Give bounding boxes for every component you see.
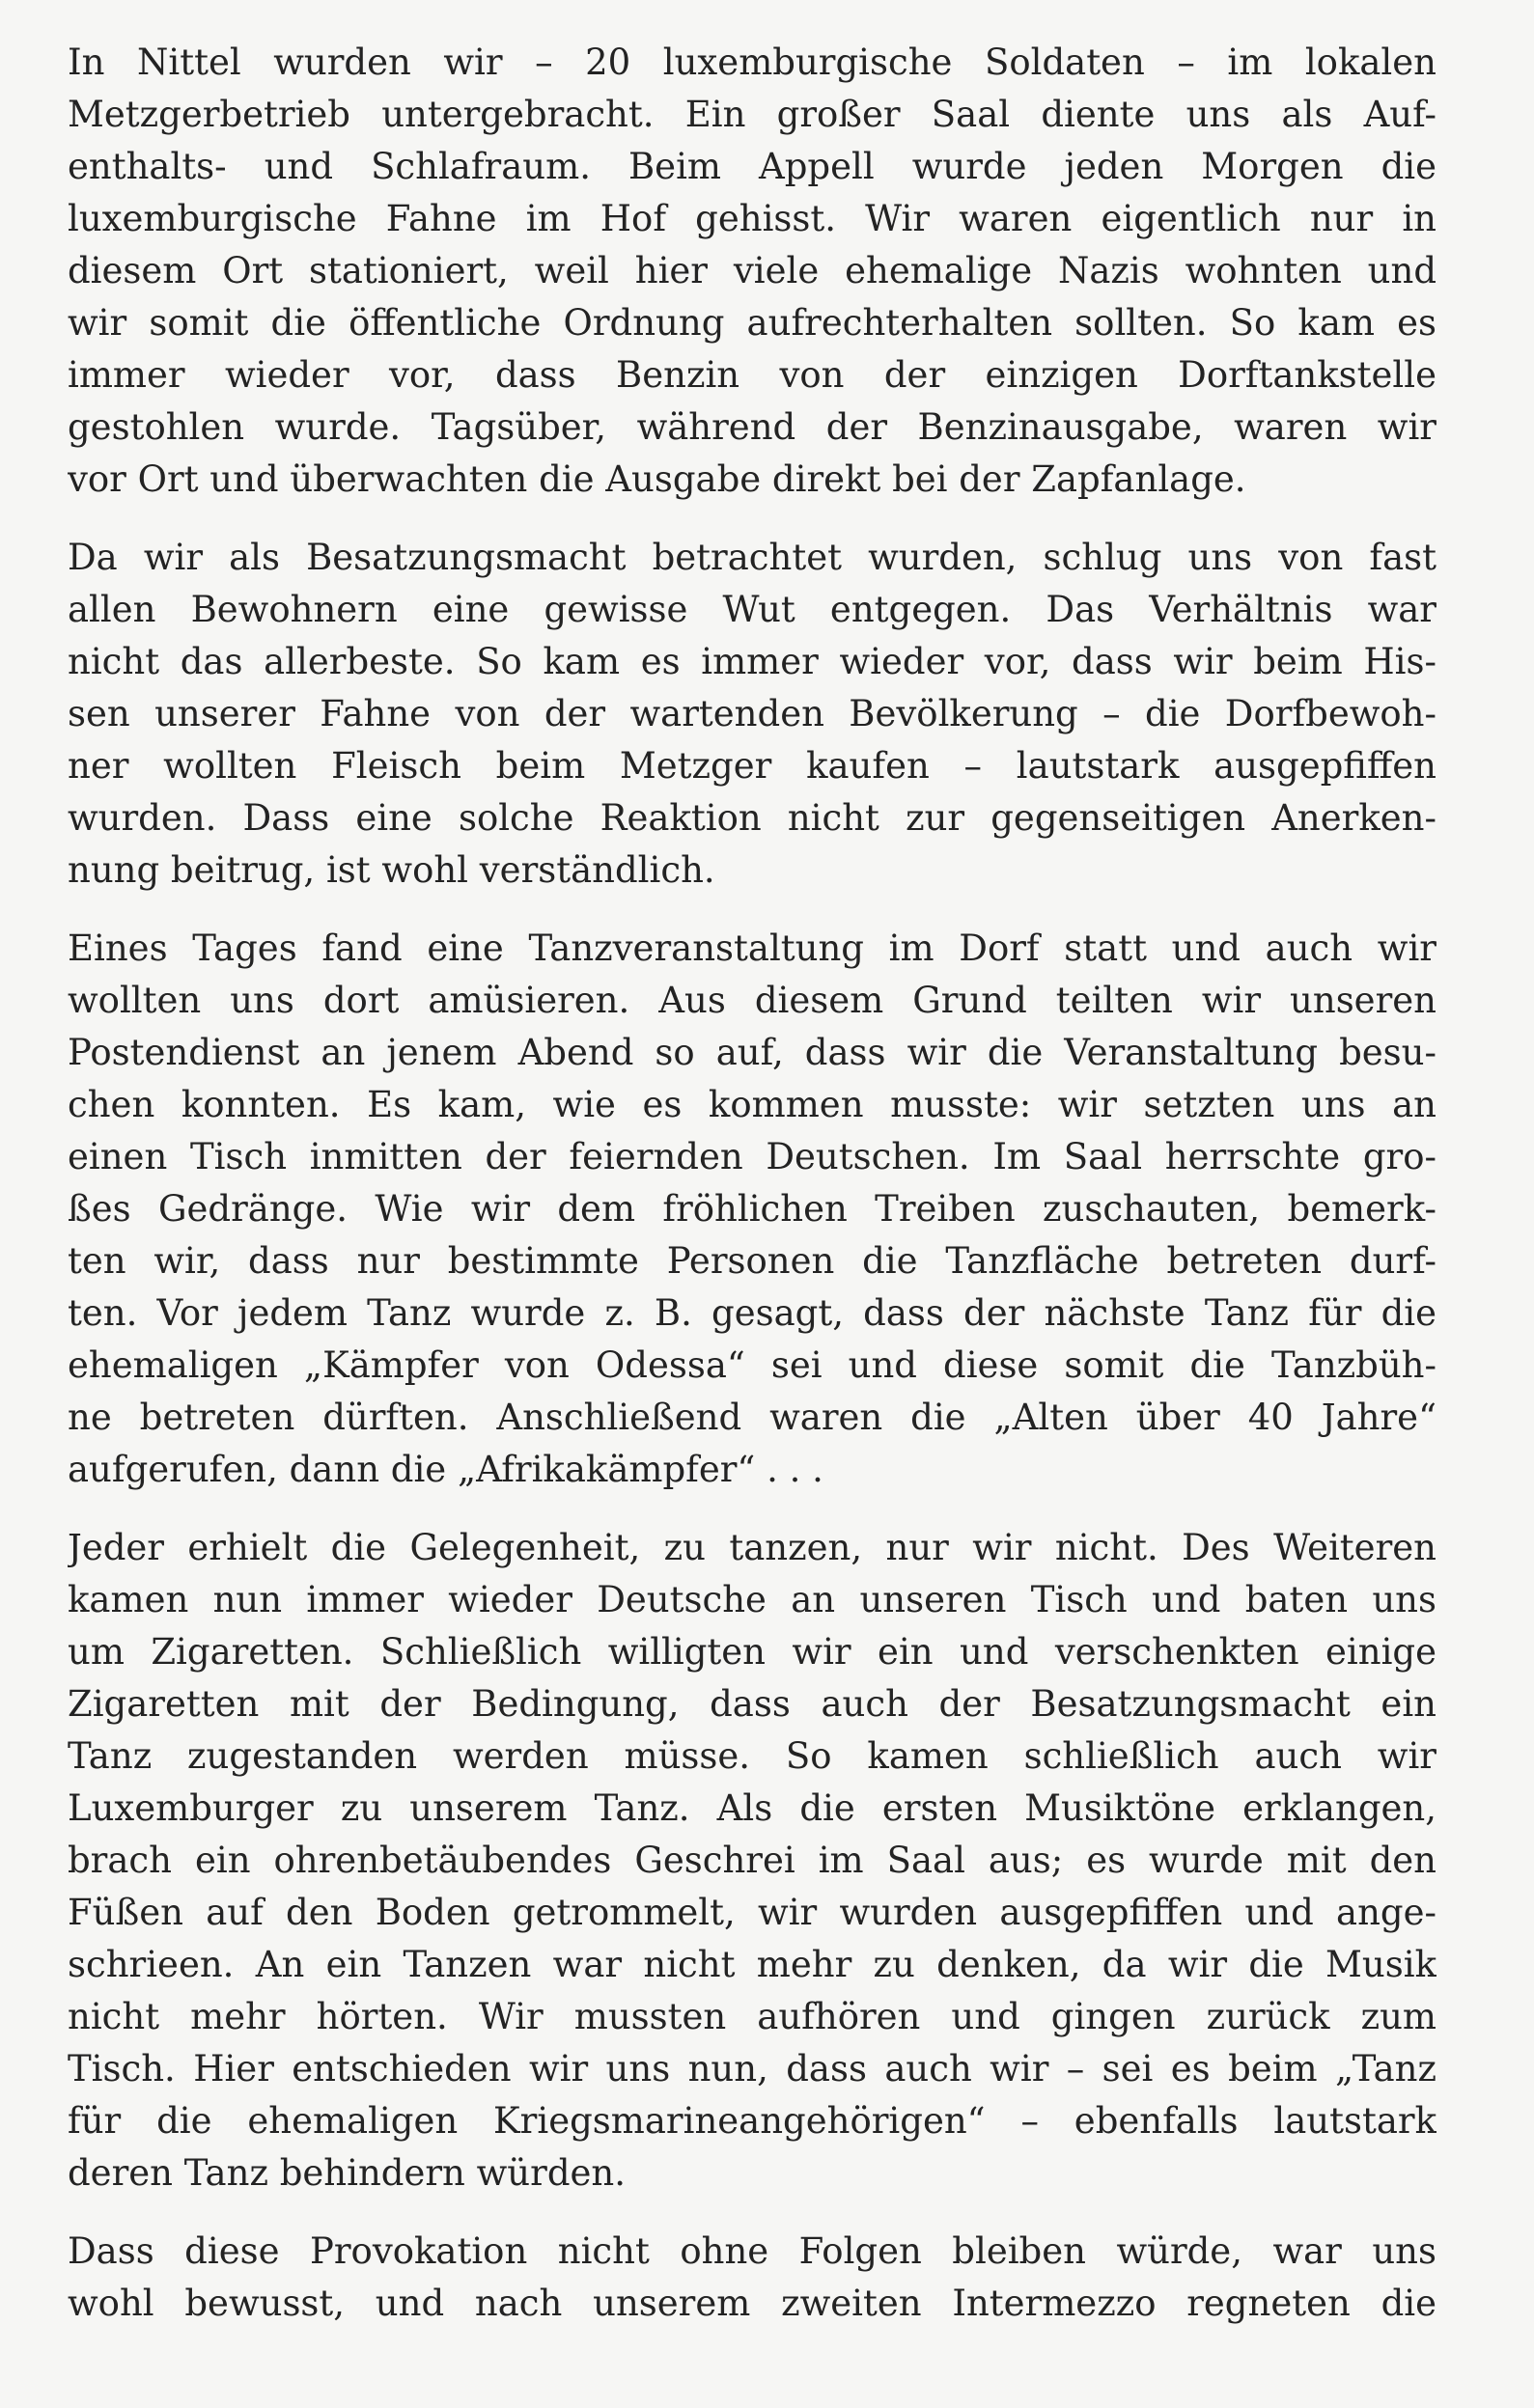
text-line: allen Bewohnern eine gewisse Wut entgegen. Das Verhältnis war [68, 589, 1436, 630]
text-line: ne betreten dürften. Anschließend waren die „Alten über 40 Jahre“ [68, 1397, 1436, 1438]
paragraph-1 [68, 37, 1436, 506]
text-line: Eines Tages fand eine Tanzveranstaltung im Dorf statt und auch wir [68, 927, 1436, 969]
text-line: Postendienst an jenem Abend so auf, dass wir die Veranstaltung besu- [68, 1032, 1436, 1073]
text-line: vor Ort und überwachten die Ausgabe direkt bei der Zapfanlage. [68, 458, 1246, 500]
text-line: immer wieder vor, dass Benzin von der einzigen Dorftankstelle [68, 354, 1436, 396]
text-line: wohl bewusst, und nach unserem zweiten Intermezzo regneten die [68, 2283, 1436, 2324]
text-line: aufgerufen, dann die „Afrikakämpfer“ . . . [68, 1449, 823, 1490]
text-line: sen unserer Fahne von der wartenden Bevölkerung – die Dorfbewoh- [68, 693, 1436, 734]
text-line: schrieen. An ein Tanzen war nicht mehr zu denken, da wir die Musik [68, 1944, 1436, 1985]
text-line: brach ein ohrenbetäubendes Geschrei im Saal aus; es wurde mit den [68, 1840, 1436, 1881]
text-line: gestohlen wurde. Tagsüber, während der Benzinausgabe, waren wir [68, 406, 1436, 448]
text-line: ner wollten Fleisch beim Metzger kaufen – lautstark ausgepfiffen [68, 745, 1436, 787]
paragraph-5 [68, 2226, 1436, 2330]
text-line: Tisch. Hier entschieden wir uns nun, dass auch wir – sei es beim „Tanz [68, 2048, 1436, 2090]
text-line: luxemburgische Fahne im Hof gehisst. Wir waren eigentlich nur in [68, 198, 1436, 239]
paragraph-3 [68, 923, 1436, 1496]
text-line: Zigaretten mit der Bedingung, dass auch der Besatzungsmacht ein [68, 1683, 1436, 1725]
text-line: um Zigaretten. Schließlich willigten wir ein und verschenkten einige [68, 1631, 1436, 1673]
text-line: ten. Vor jedem Tanz wurde z. B. gesagt, dass der nächste Tanz für die [68, 1292, 1436, 1334]
text-line: chen konnten. Es kam, wie es kommen musste: wir setzten uns an [68, 1084, 1436, 1125]
text-line: enthalts- und Schlafraum. Beim Appell wurde jeden Morgen die [68, 146, 1436, 187]
paragraph-4 [68, 1522, 1436, 2200]
body-text [68, 37, 1436, 2356]
text-line: wurden. Dass eine solche Reaktion nicht zur gegenseitigen Anerken- [68, 797, 1436, 839]
text-line: Da wir als Besatzungsmacht betrachtet wurden, schlug uns von fast [68, 537, 1436, 578]
text-line: Dass diese Provokation nicht ohne Folgen bleiben würde, war uns [68, 2230, 1436, 2272]
text-line: einen Tisch inmitten der feiernden Deutschen. Im Saal herrschte gro- [68, 1136, 1436, 1177]
text-line: Jeder erhielt die Gelegenheit, zu tanzen, nur wir nicht. Des Weiteren [68, 1527, 1436, 1568]
text-line: wir somit die öffentliche Ordnung aufrechterhalten sollten. So kam es [68, 302, 1436, 344]
text-line: Metzgerbetrieb untergebracht. Ein großer Saal diente uns als Auf- [68, 94, 1436, 135]
text-line: deren Tanz behindern würden. [68, 2152, 626, 2194]
text-line: nung beitrug, ist wohl verständlich. [68, 849, 715, 891]
text-line: ßes Gedränge. Wie wir dem fröhlichen Treiben zuschauten, bemerk- [68, 1188, 1436, 1230]
text-line: nicht mehr hörten. Wir mussten aufhören und gingen zurück zum [68, 1996, 1436, 2037]
text-line: ten wir, dass nur bestimmte Personen die Tanzfläche betreten durf- [68, 1240, 1436, 1282]
text-line: diesem Ort stationiert, weil hier viele ehemalige Nazis wohnten und [68, 250, 1436, 291]
text-line: Tanz zugestanden werden müsse. So kamen schließlich auch wir [68, 1735, 1436, 1777]
text-line: kamen nun immer wieder Deutsche an unseren Tisch und baten uns [68, 1579, 1436, 1620]
text-line: Füßen auf den Boden getrommelt, wir wurden ausgepfiffen und ange- [68, 1892, 1436, 1933]
paragraph-2 [68, 532, 1436, 897]
text-line: In Nittel wurden wir – 20 luxemburgische Soldaten – im lokalen [68, 42, 1436, 83]
text-line: Luxemburger zu unserem Tanz. Als die ersten Musiktöne erklangen, [68, 1787, 1436, 1829]
text-line: ehemaligen „Kämpfer von Odessa“ sei und diese somit die Tanzbüh- [68, 1344, 1436, 1386]
text-line: für die ehemaligen Kriegsmarineangehörigen“ – ebenfalls lautstark [68, 2100, 1436, 2142]
text-line: wollten uns dort amüsieren. Aus diesem Grund teilten wir unseren [68, 980, 1436, 1021]
text-line: nicht das allerbeste. So kam es immer wieder vor, dass wir beim His- [68, 641, 1436, 682]
